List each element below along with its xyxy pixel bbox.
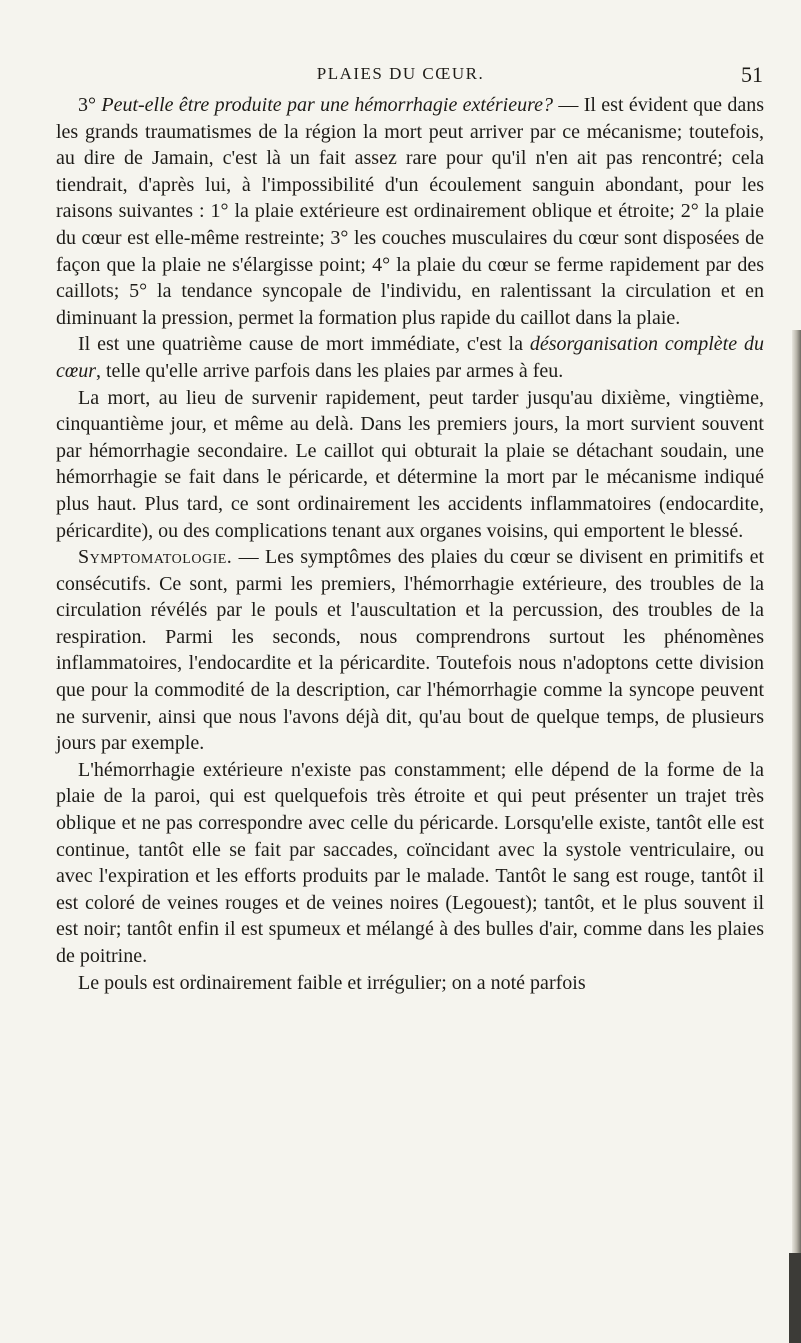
paragraph-1	[56, 92, 764, 331]
paragraph-5-text: L'hémorrhagie extérieure n'existe pas constamment; elle dépend de la forme de la plaie de la paroi, qui est quelquefois très étroite et qui peut présenter un trajet très oblique et ne pas correspondre avec celle du péricarde. Lorsqu'elle existe, tantôt elle est continue, tantôt elle se fait par saccades, coïncidant avec la systole ventriculaire, ou avec l'expiration et les efforts produits par le malade. Tantôt le sang est rouge, tantôt il est coloré de veines rouges et de veines noires (Legouest); tantôt, et le plus souvent il est noir; tantôt enfin il est spumeux et mélangé à des bulles d'air, comme dans les plaies de poitrine.	[56, 758, 764, 967]
paragraph-1-lead: 3°	[78, 94, 102, 116]
paragraph-1-text: — Il est évident que dans les grands traumatismes de la région la mort peut arriver par ce mécanisme; toutefois, au dire de Jamain, c'est là un fait assez rare pour qu'il n'en ait pas rencontré; cela tiendrait, d'après lui, à l'impossibilité d'un écoulement sanguin abondant, pour les raisons suivantes : 1° la plaie extérieure est ordinairement oblique et étroite; 2° la plaie du cœur est elle-même restreinte; 3° les couches musculaires du cœur sont disposées de façon que la plaie ne s'élargisse point; 4° la plaie du cœur se ferme rapidement par des caillots; 5° la tendance syncopale de l'individu, en ralentissant la circulation et en diminuant la pression, permet la formation plus rapide du caillot dans la plaie.	[56, 94, 764, 329]
paragraph-4-text: — Les symptômes des plaies du cœur se divisent en primitifs et consécutifs. Ce sont, parmi les premiers, l'hémorrhagie extérieure, des troubles de la circulation révélés par le pouls et l'auscultation et la percussion, des troubles de la respiration. Parmi les seconds, nous comprendrons surtout les phénomènes inflammatoires, l'endocardite et la péricardite. Toutefois nous n'adoptons cette division que pour la commodité de la description, car l'hémorrhagie comme la syncope peuvent ne survenir, ainsi que nous l'avons déjà dit, qu'au bout de quelque temps, de plusieurs jours par exemple.	[56, 546, 764, 755]
page-number: 51	[741, 62, 763, 87]
page-edge-shadow	[792, 330, 801, 1343]
paragraph-6-text: Le pouls est ordinairement faible et irrégulier; on a noté parfois	[78, 971, 586, 994]
paragraph-3-text: La mort, au lieu de survenir rapidement, peut tarder jusqu'au dixième, vingtième, cinquantième jour, et même au delà. Dans les premiers jours, la mort survient souvent par hémorrhagie secondaire. Le caillot qui obturait la plaie se détachant soudain, une hémorrhagie se fait dans le péricarde, et détermine la mort par le mécanisme indiqué plus haut. Plus tard, ce sont ordinairement les accidents inflammatoires (endocardite, péricardite), ou des complications tenant aux organes voisins, qui emportent le blessé.	[56, 386, 764, 542]
section-heading-symptomatologie: Symptomatologie.	[78, 546, 233, 569]
paragraph-6	[56, 970, 764, 997]
paragraph-2	[56, 331, 764, 384]
paragraph-2-emphasis: désorganisation complète du cœur	[56, 333, 764, 382]
running-title: PLAIES DU CŒUR.	[316, 64, 485, 83]
paragraph-1-question: Peut-elle être produite par une hémorrhagie extérieure?	[101, 94, 554, 116]
page-edge-dark	[789, 1253, 801, 1343]
paragraph-5	[56, 757, 764, 970]
paragraph-2-text-before: Il est une quatrième cause de mort immédiate, c'est la	[78, 333, 530, 356]
body-text	[56, 92, 764, 996]
paragraph-4	[56, 544, 764, 757]
running-head	[0, 64, 801, 94]
paragraph-2-text-after: , telle qu'elle arrive parfois dans les plaies par armes à feu.	[96, 359, 564, 382]
paragraph-3	[56, 385, 764, 545]
